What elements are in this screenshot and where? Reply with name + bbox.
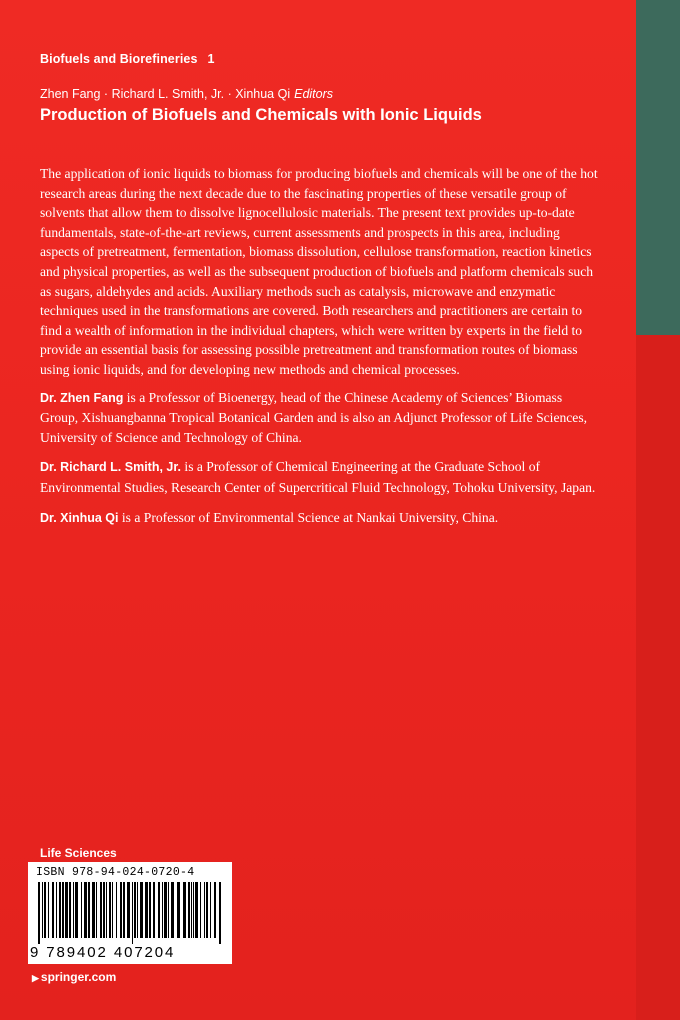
spine-top-band <box>636 0 680 335</box>
barcode-bar-22 <box>116 882 117 938</box>
bio-text: is a Professor of Chemical Engineering at the Graduate School of Environmental Studies, Research Center of Supercritical Fluid Technology, Tohoku University, Japan. <box>40 459 596 495</box>
barcode-bar-33 <box>158 882 160 938</box>
barcode-bar-23 <box>120 882 122 938</box>
barcode-bar-5 <box>56 882 57 938</box>
editors-role: Editors <box>294 87 334 101</box>
barcode-bar-29 <box>140 882 143 938</box>
book-title: Production of Biofuels and Chemicals with Ionic Liquids <box>40 106 482 124</box>
bio-fang <box>40 388 602 448</box>
barcode-bar-2 <box>44 882 46 938</box>
barcode-bar-7 <box>62 882 64 938</box>
barcode-bar-8 <box>65 882 68 938</box>
publisher-text: springer.com <box>40 970 117 984</box>
barcode-bar-34 <box>162 882 163 938</box>
series-line <box>40 52 215 66</box>
barcode-bar-4 <box>52 882 54 938</box>
editors-line <box>40 87 333 101</box>
barcode-box <box>28 862 232 964</box>
barcode-bar-21 <box>112 882 113 938</box>
barcode-bar-24 <box>123 882 125 938</box>
ean-digits: 9 789402 407204 <box>30 944 176 961</box>
barcode-bar-38 <box>177 882 180 938</box>
bio-name: Dr. Zhen Fang <box>40 390 124 405</box>
barcode-bar-17 <box>100 882 102 938</box>
bio-qi <box>40 508 602 529</box>
barcode-bar-10 <box>73 882 74 938</box>
barcode-bar-43 <box>195 882 198 938</box>
barcode-bar-44 <box>200 882 201 938</box>
barcode-bar-47 <box>210 882 211 938</box>
subject-category: Life Sciences <box>40 846 117 860</box>
barcode-bar-41 <box>191 882 192 938</box>
bio-name: Dr. Xinhua Qi <box>40 510 119 525</box>
barcode-bar-16 <box>96 882 97 938</box>
barcode-bar-37 <box>171 882 174 938</box>
barcode-bars <box>38 882 224 944</box>
barcode-bar-49 <box>219 882 221 944</box>
bio-text: is a Professor of Bioenergy, head of the Chinese Academy of Sciences’ Biomass Group, Xishuangbanna Tropical Botanical Garden and is also an Adjunct Professor of Life Sciences, University of Science and Technology of China. <box>40 389 588 445</box>
barcode-bar-40 <box>188 882 190 938</box>
bio-name: Dr. Richard L. Smith, Jr. <box>40 460 182 475</box>
barcode-bar-9 <box>69 882 71 938</box>
barcode-bar-28 <box>137 882 138 938</box>
barcode-bar-39 <box>183 882 186 938</box>
description-paragraph: The application of ionic liquids to biomass for producing biofuels and chemicals will be one of the hot research areas during the next decade due to the fascinating properties of these versatile group of solvents that allow them to dissolve lignocellulosic materials. The present text provides up-to-date fundamentals, state-of-the-art reviews, current assessments and prospects in this area, including aspects of pretreatment, fermentation, biomass dissolution, cellulose transformation, reaction kinetics and physical properties, as well as the subsequent production of biofuels and platform chemicals such as sugars, aldehydes and acids. Auxiliary methods such as catalysis, microwave and enzymatic techniques used in the transformations are covered. Both researchers and practitioners are certain to find a wealth of information in the individual chapters, which were written by experts in the field to provide an essential basis for assessing possible pretreatment and transformation routes of biomass using ionic liquids, and for developing new methods and chemical processes. <box>40 166 598 377</box>
series-number: 1 <box>207 52 215 66</box>
barcode-bar-46 <box>206 882 208 938</box>
barcode-bar-35 <box>164 882 167 938</box>
bio-text: is a Professor of Environmental Science at Nankai University, China. <box>118 509 499 525</box>
barcode-bar-26 <box>132 882 133 944</box>
publisher-url <box>32 970 116 984</box>
barcode-bar-20 <box>109 882 111 938</box>
barcode-bar-11 <box>75 882 78 938</box>
editor-names: Zhen Fang · Richard L. Smith, Jr. · Xinhua Qi <box>40 87 291 101</box>
barcode-bar-6 <box>59 882 61 938</box>
barcode-bar-25 <box>127 882 130 938</box>
barcode-bar-0 <box>38 882 40 944</box>
barcode-bar-36 <box>168 882 169 938</box>
barcode-bar-42 <box>193 882 194 938</box>
series-name: Biofuels and Biorefineries <box>40 52 198 66</box>
barcode-bar-27 <box>134 882 136 938</box>
barcode-bar-1 <box>42 882 43 938</box>
barcode-bar-13 <box>84 882 87 938</box>
barcode-bar-45 <box>204 882 205 938</box>
barcode-bar-14 <box>88 882 90 938</box>
barcode-bar-19 <box>106 882 107 938</box>
barcode-bar-32 <box>153 882 155 938</box>
bio-smith <box>40 457 602 497</box>
barcode-bar-3 <box>48 882 49 938</box>
barcode-bar-15 <box>92 882 95 938</box>
triangle-right-icon: ▶ <box>32 973 39 983</box>
barcode-bar-18 <box>103 882 105 938</box>
isbn-label: ISBN 978-94-024-0720-4 <box>36 866 195 879</box>
barcode-bar-31 <box>149 882 151 938</box>
barcode-bar-30 <box>145 882 148 938</box>
barcode-bar-12 <box>81 882 82 938</box>
barcode-bar-48 <box>214 882 216 938</box>
back-cover-text <box>40 164 602 538</box>
